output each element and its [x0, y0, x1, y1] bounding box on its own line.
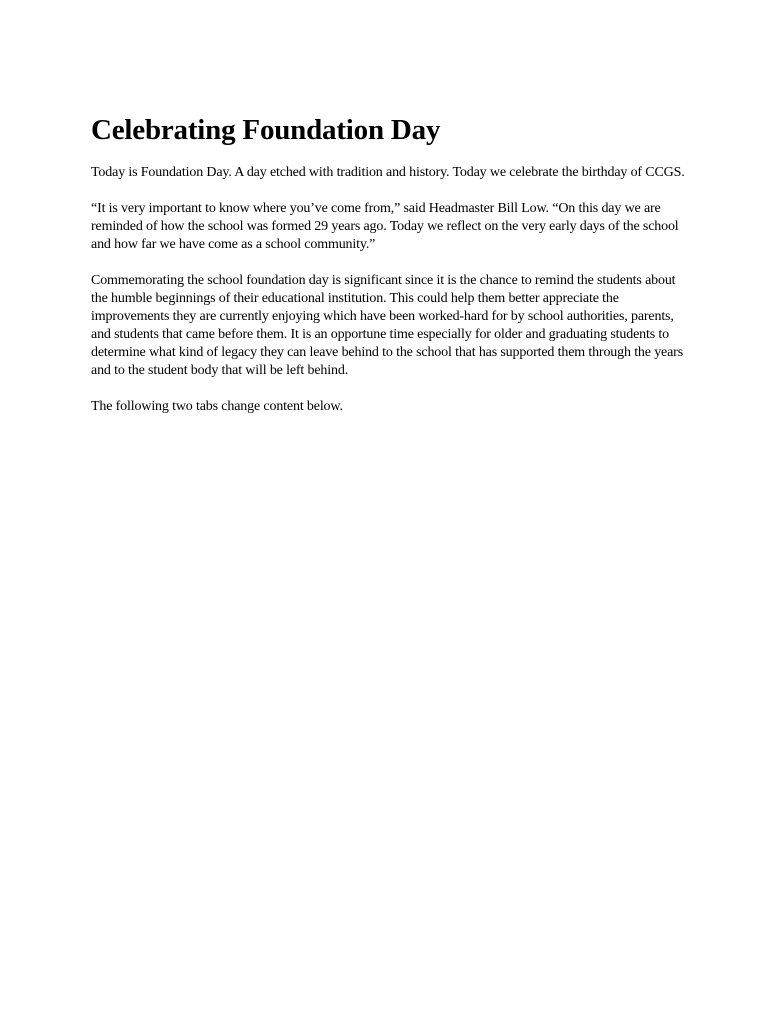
- article-paragraph-quote: “It is very important to know where you’ve come from,” said Headmaster Bill Low. “On this day we are reminded of how the school was formed 29 years ago. Today we reflect on the very early days of the school and how far we have come as a school community.”: [91, 201, 679, 252]
- article: [91, 112, 691, 434]
- article-title: Celebrating Foundation Day: [91, 114, 441, 146]
- article-paragraph-tabs-note: The following two tabs change content below.: [91, 399, 343, 414]
- article-paragraph-significance: Commemorating the school foundation day is significant since it is the chance to remind the students about the humble beginnings of their educational institution. This could help them better appreciate the improvements they are currently enjoying which have been worked-hard for by school authorities, parents, and students that came before them. It is an opportune time especially for older and graduating students to determine what kind of legacy they can leave behind to the school that has supported them through the years and to the student body that will be left behind.: [91, 273, 683, 378]
- article-paragraph-intro: Today is Foundation Day. A day etched with tradition and history. Today we celebrate the birthday of CCGS.: [91, 165, 685, 180]
